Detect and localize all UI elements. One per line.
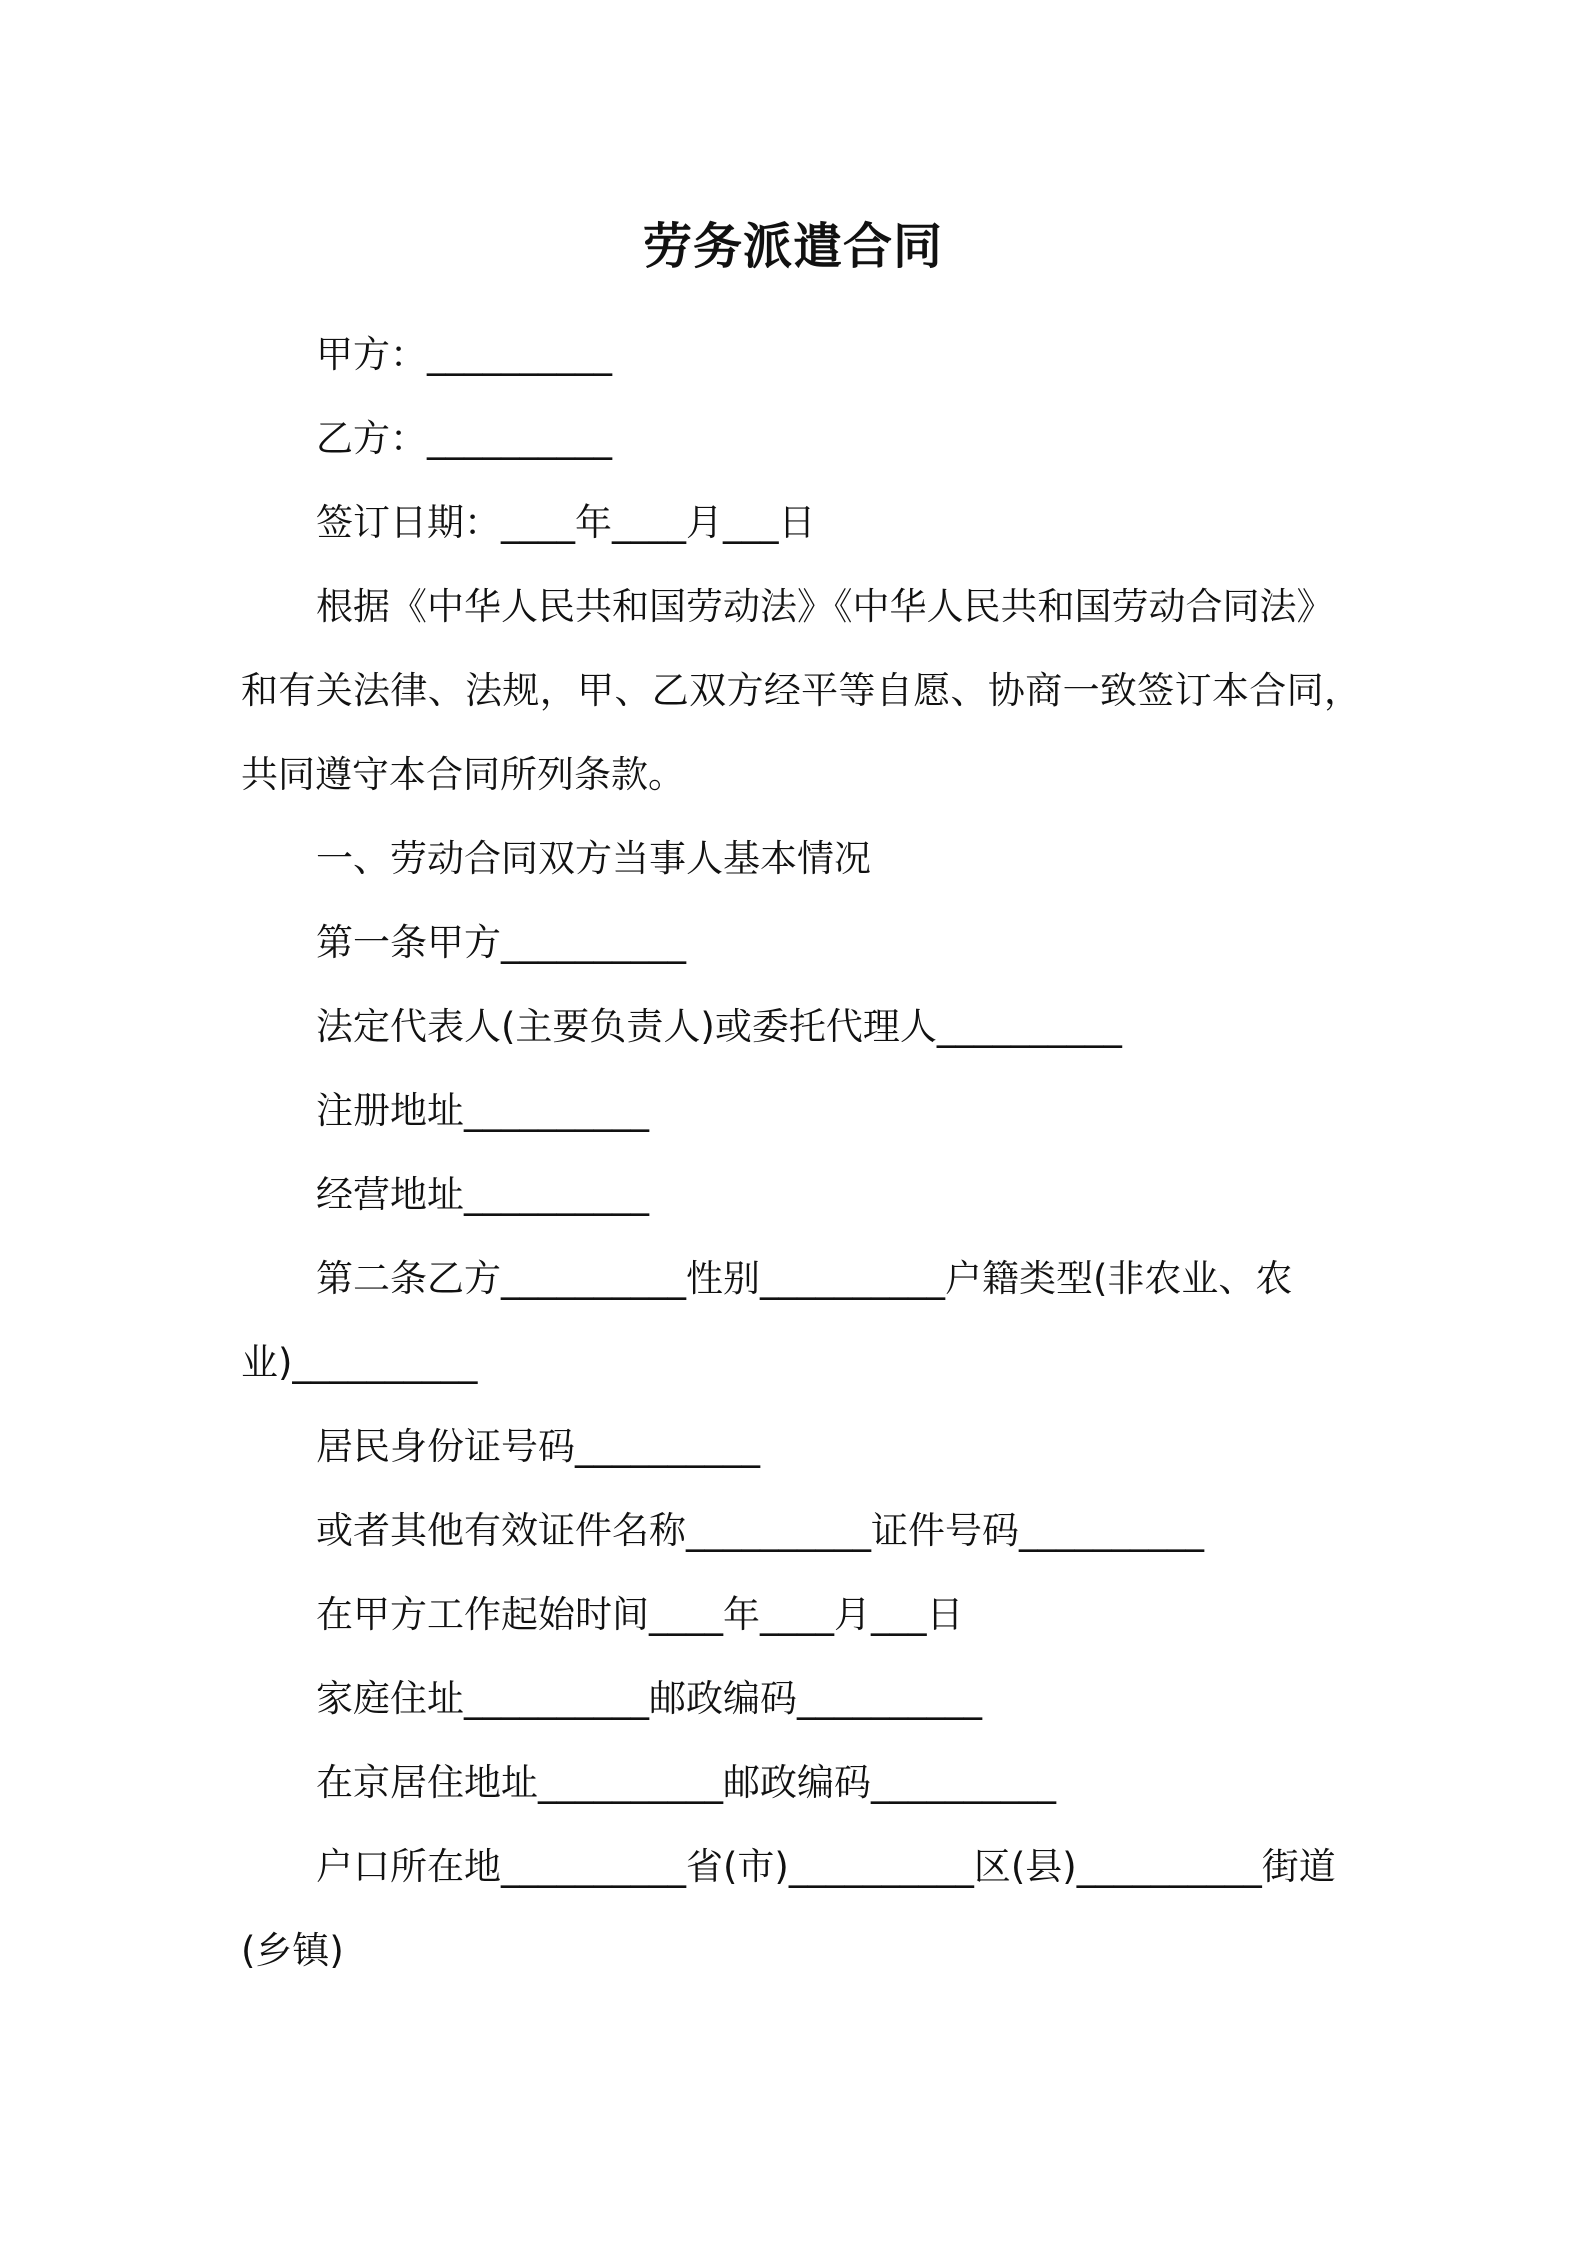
preamble-line-2: 和有关法律、法规，甲、乙双方经平等自愿、协商一致签订本合同， [241,669,1361,712]
article-1-party-a: 第一条甲方__________ [316,921,686,964]
beijing-address-line: 在京居住地址__________邮政编码__________ [316,1761,1056,1804]
household-type-continuation: 业)__________ [241,1341,478,1384]
household-registration-line: 户口所在地__________省(市)__________区(县)__________街道 [316,1845,1336,1888]
legal-representative-line: 法定代表人(主要负责人)或委托代理人__________ [316,1005,1122,1048]
preamble-line-1: 根据《中华人民共和国劳动法》《中华人民共和国劳动合同法》 [316,585,1334,628]
preamble-line-3: 共同遵守本合同所列条款。 [241,753,685,796]
id-number-line: 居民身份证号码__________ [316,1425,760,1468]
home-address-line: 家庭住址__________邮政编码__________ [316,1677,982,1720]
section-heading: 一、劳动合同双方当事人基本情况 [316,837,871,880]
other-certificate-line: 或者其他有效证件名称__________证件号码__________ [316,1509,1204,1552]
registered-address-line: 注册地址__________ [316,1089,649,1132]
signing-date-line: 签订日期：____年____月___日 [316,501,816,544]
article-2-party-b: 第二条乙方__________性别__________户籍类型(非农业、农 [316,1257,1293,1300]
business-address-line: 经营地址__________ [316,1173,649,1216]
document-title: 劳务派遣合同 [642,218,943,275]
township-continuation: (乡镇) [241,1929,344,1972]
employment-start-line: 在甲方工作起始时间____年____月___日 [316,1593,964,1636]
party-b-line: 乙方：__________ [316,417,612,460]
party-a-line: 甲方：__________ [316,333,612,376]
